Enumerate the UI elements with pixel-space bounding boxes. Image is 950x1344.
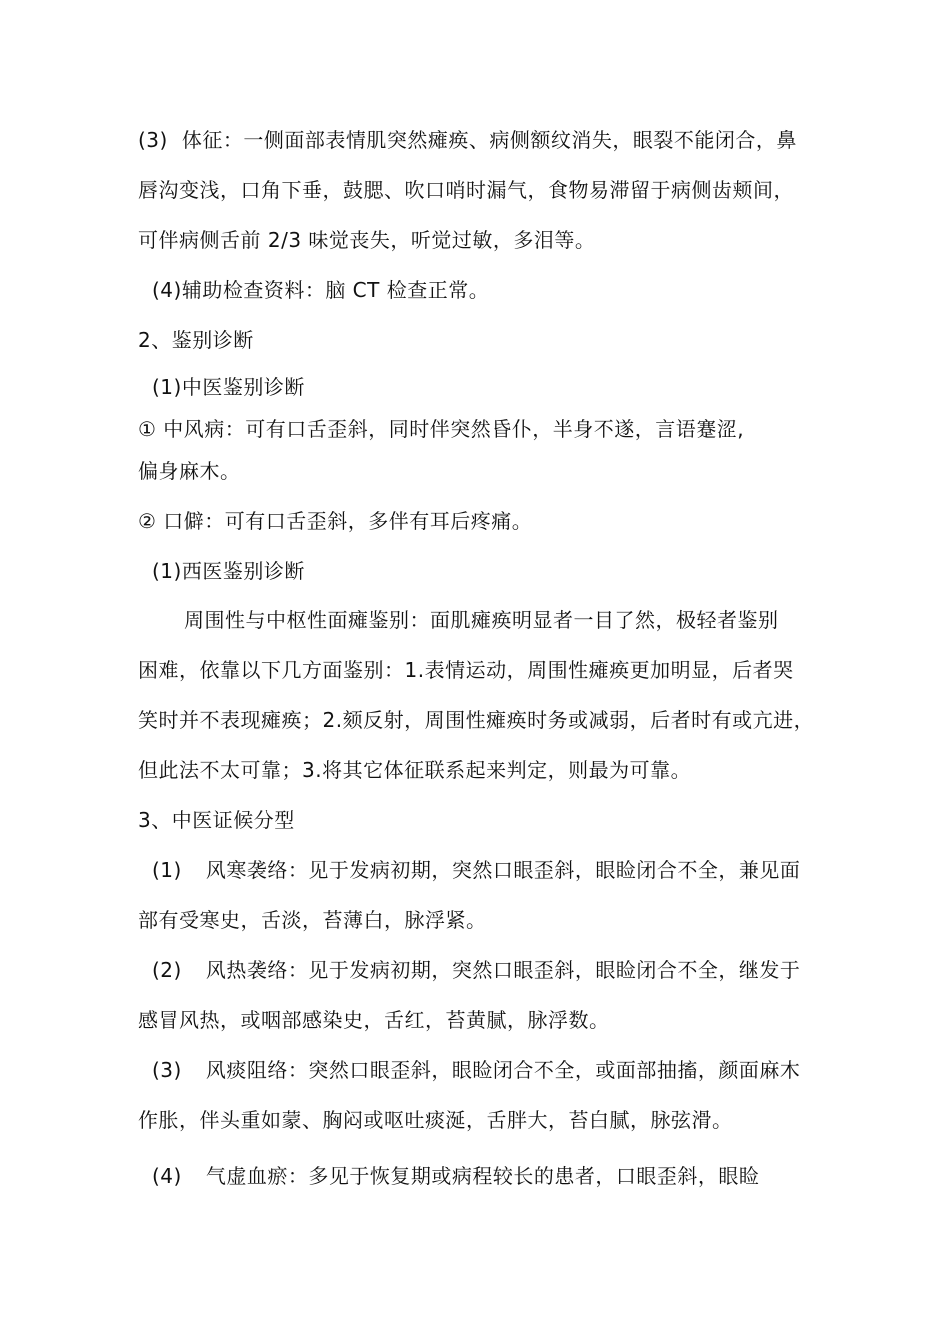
paragraph-text: 气虚血瘀：多见于恢复期或病程较长的患者，口眼歪斜，眼睑: [205, 1164, 760, 1188]
paragraph-text: 风寒袭络：见于发病初期，突然口眼歪斜，眼睑闭合不全，兼见面: [205, 858, 801, 882]
section-heading-differential: 2、鉴别诊断: [138, 328, 254, 352]
type-1-line-1: [152, 856, 800, 884]
wm-paragraph-line-2: 困难，依靠以下几方面鉴别：1.表情运动，周围性瘫痪更加明显，后者哭: [138, 658, 794, 682]
signs-line-1: [138, 126, 797, 154]
wm-paragraph-line-1: 周围性与中枢性面瘫鉴别：面肌瘫痪明显者一目了然，极轻者鉴别: [184, 608, 779, 632]
wm-paragraph-line-4: 但此法不太可靠；3.将其它体征联系起来判定，则最为可靠。: [138, 758, 692, 782]
type-2-line-2: 感冒风热，或咽部感染史，舌红，苔黄腻，脉浮数。: [138, 1008, 610, 1032]
paragraph-text: 风痰阻络：突然口眼歪斜，眼睑闭合不全，或面部抽搐，颜面麻木: [205, 1058, 801, 1082]
type-3-line-1: [152, 1056, 800, 1084]
diff-item-2: ② 口僻：可有口舌歪斜，多伴有耳后疼痛。: [138, 509, 533, 533]
diff-item-1-line-2: 偏身麻木。: [138, 459, 241, 483]
type-3-line-2: 作胀，伴头重如蒙、胸闷或呕吐痰涎，舌胖大，苔白腻，脉弦滑。: [138, 1108, 733, 1132]
aux-exam-line: (4)辅助检查资料：脑 CT 检查正常。: [152, 278, 490, 302]
list-number: (3): [152, 1058, 182, 1082]
diff-item-1-line-1: ① 中风病：可有口舌歪斜，同时伴突然昏仆，半身不遂，言语蹇涩,: [138, 417, 745, 441]
signs-line-3: 可伴病侧舌前 2/3 味觉丧失，听觉过敏，多泪等。: [138, 228, 596, 252]
paragraph-text: 风热袭络：见于发病初期，突然口眼歪斜，眼睑闭合不全，继发于: [205, 958, 801, 982]
paragraph-text: 体征：一侧面部表情肌突然瘫痪、病侧额纹消失，眼裂不能闭合，鼻: [181, 128, 797, 152]
subheading-wm-differential: (1)西医鉴别诊断: [152, 559, 305, 583]
list-number: (3): [138, 128, 168, 152]
section-heading-syndrome-types: 3、中医证候分型: [138, 808, 295, 832]
type-2-line-1: [152, 956, 800, 984]
list-number: (2): [152, 958, 182, 982]
signs-line-2: 唇沟变浅，口角下垂，鼓腮、吹口哨时漏气，食物易滞留于病侧齿颊间，: [138, 178, 794, 202]
wm-paragraph-line-3: 笑时并不表现瘫痪；2.颏反射，周围性瘫痪时务或减弱，后者时有或亢进，: [138, 708, 815, 732]
subheading-tcm-differential: (1)中医鉴别诊断: [152, 375, 305, 399]
type-4-line-1: [152, 1162, 759, 1190]
type-1-line-2: 部有受寒史，舌淡，苔薄白，脉浮紧。: [138, 908, 487, 932]
list-number: (4): [152, 1164, 182, 1188]
list-number: (1): [152, 858, 182, 882]
